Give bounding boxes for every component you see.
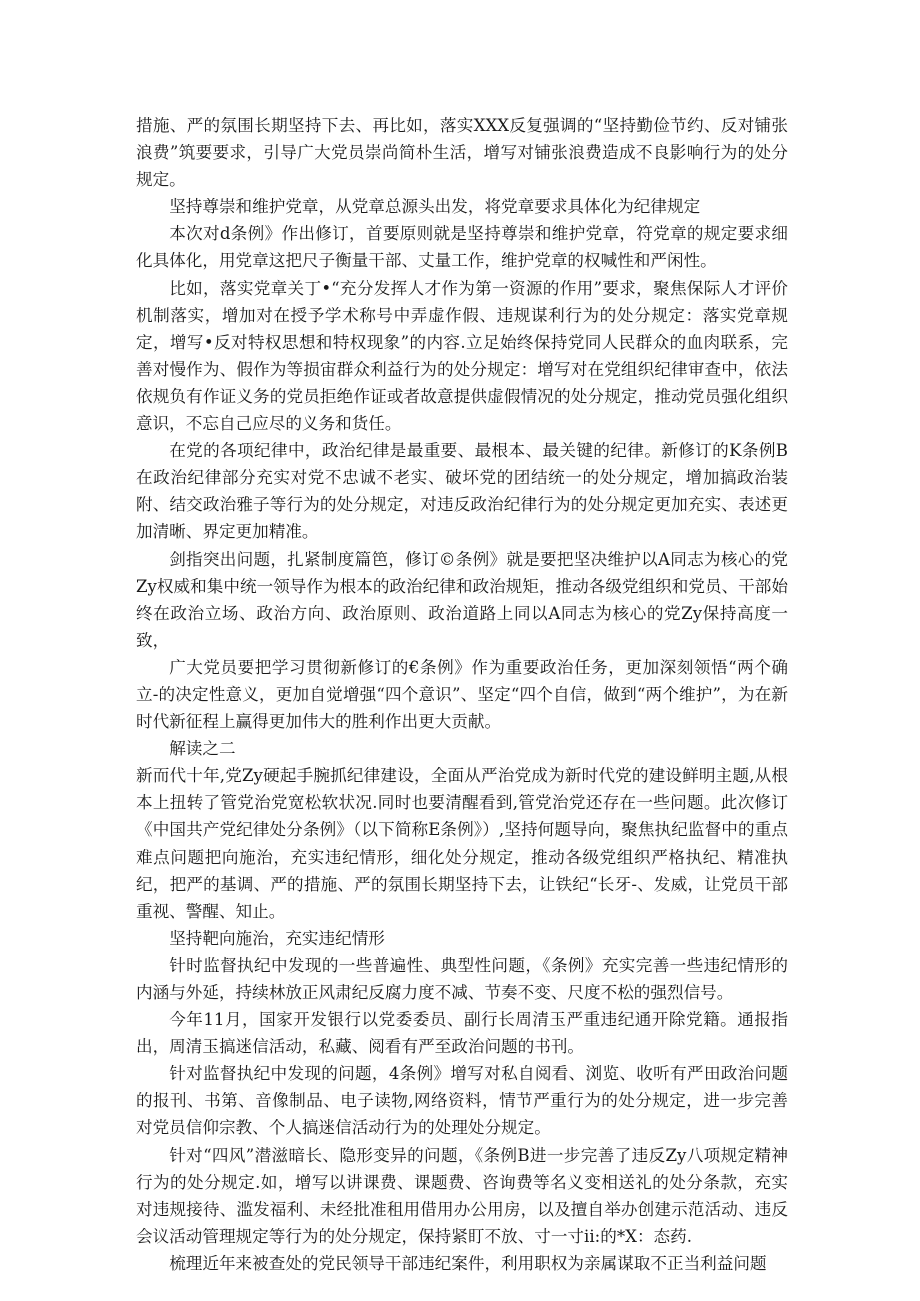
paragraph-9: 新而代十年,党Zy硬起手腕抓纪律建设，全面从严治党成为新时代党的建设鲜明主题,从根本上扭转了管党治党宽松软状况.同时也要清醒看到,管党治党还存在一些问题。此次修订《中国共产党纪律处分条例》（以下简称E条例》）,坚持何题导向，聚焦执纪监督中的重点难点问题把向施治，充实违纪情形，细化处分规定，推动各级党组织严格执纪、精准执纪，把严的基调、严的措施、严的氛围长期坚持下去，让铁纪“长牙-、发威，让党员干部重视、警醒、知止。 bbox=[136, 766, 788, 921]
paragraph-3: 本次对d条例》作出修订，首要原则就是坚持尊崇和维护党章，符党章的规定要求细化具体化，用党章这把尺子衡量干部、丈量工作，维护党章的权喊性和严闲性。 bbox=[136, 224, 788, 271]
section-heading-uphold-charter: 坚持尊崇和维护党章，从党章总源头出发，将党章要求具体化为纪律规定 bbox=[169, 197, 701, 217]
paragraph-15: 梳理近年来被查处的党民领导干部违纪案件，利用职权为亲属谋取不正当利益问题 bbox=[169, 1253, 767, 1273]
paragraph-13: 针对监督执纪中发现的问题，4条例》增写对私自阅看、浏览、收听有严田政治问题的报刊、书第、音像制品、电子读物,网络资料，情节严重行为的处分规定，进一步完善对党员信仰宗教、个人搞迷信活动行为的处理处分规定。 bbox=[136, 1064, 788, 1138]
paragraph-5: 在党的各项纪律中，政治纪律是最重要、最根本、最关键的纪律。新修订的K条例B在政治纪律部分充实对党不忠诚不老实、破坏党的团结统一的处分规定，增加搞政治装附、结交政治雅子等行为的处分规定，对违反政治纪律行为的处分规定更加充实、表述更加清晰、界定更加精准。 bbox=[136, 441, 788, 542]
paragraph-14: 针对“四风”潜滋暗长、隐形变异的问题，《条例B进一步完善了违反Zy八项规定精神行为的处分规定.如，增写以讲课费、课题费、咨询费等名义变相送礼的处分条款，充实对违规接待、滥发福利、未经批准租用借用办公用房，以及擅自举办创建示范活动、违反会议活动管理规定等行为的处分规定，保持紧盯不放、寸一寸ii:的*X：态药. bbox=[136, 1145, 788, 1246]
paragraph-7: 广大党员要把学习贯彻新修订的€条例》作为重要政治任务，更加深刻领悟“两个确立-的决定性意义，更加自觉增强“四个意识”、坚定“四个自信，做到“两个维护”，为在新时代新征程上赢得更加伟大的胜利作出更大贡献。 bbox=[136, 657, 788, 732]
paragraph-6: 剑指突出问题，扎紧制度篇笆，修订©条例》就是要把坚决维护以A同志为核心的党Zy权威和集中统一领导作为根本的政治纪律和政治规矩，推动各级党组织和党员、干部始终在政治立场、政治方向、政治原则、政治道路上同以A同志为核心的党Zy保持高度一致， bbox=[136, 549, 788, 650]
paragraph-11: 针时监督执纪中发现的一些普遍性、典型性问题，《条例》充实完善一些违纪情形的内涵与外延，持续林放正风肃纪反腐力度不减、节奏不变、尺度不松的强烈信号。 bbox=[136, 955, 788, 1002]
paragraph-1: 措施、严的氛围长期坚持下去、再比如，落实XXX反复强调的“坚持勤俭节约、反对铺张浪费”筑要要求，引导广大党员崇尚简朴生活，增写对铺张浪费造成不良影响行为的处分规定。 bbox=[136, 116, 788, 190]
paragraph-4: 比如，落实党章关丁•“充分发挥人才作为第一资源的作用”要求，聚焦保际人才评价机制落实，增加对在授予学术称号中弄虚作假、违规谋利行为的处分规定：落实党章规定，增写•反对特权思想和特权现象”的内容.立足始终保持党同人民群众的血肉联系，完善对慢作为、假作为等损宙群众利益行为的处分规定：增写对在党组织纪律审查中，依法依规负有作证义务的党员拒绝作证或者故意提供虚假情况的处分规定，推动党员强化组织意识，不忘自己应尽的义务和货任。 bbox=[136, 278, 788, 434]
section-heading-targeted-governance: 坚持靶向施治，充实违纪情形 bbox=[169, 928, 385, 948]
document-body bbox=[136, 112, 788, 1277]
paragraph-12: 今年11月，国家开发银行以党委委员、副行长周清玉严重违纪通开除党籍。通报指出，周清玉搞迷信活动，私藏、阅看有严至政治问题的书刊。 bbox=[136, 1010, 788, 1057]
section-heading-interpretation-2: 解读之二 bbox=[169, 739, 236, 759]
